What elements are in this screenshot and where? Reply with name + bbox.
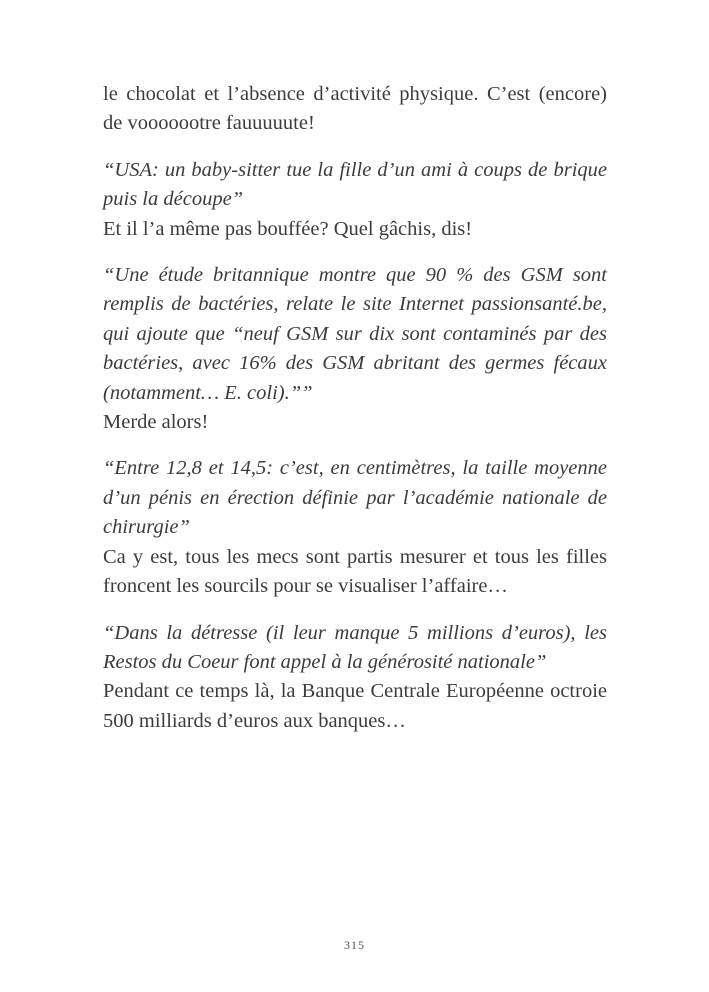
paragraph-usa-babysitter xyxy=(103,156,607,244)
paragraph-gsm-bacteria xyxy=(103,261,607,437)
quote-text: “Une étude britannique montre que 90 % des GSM sont remplis de bactéries, relate le site Internet passionsanté.be, qui ajoute que “neuf GSM sur dix sont contaminés par des bactéries, avec 16% des GSM abritant des germes fécaux (notamment… E. coli).”” xyxy=(103,264,607,404)
commentary-text: Merde alors! xyxy=(103,411,209,434)
quote-text: “USA: un baby-sitter tue la fille d’un ami à coups de brique puis la découpe” xyxy=(103,158,607,211)
quote-text: “Dans la détresse (il leur manque 5 millions d’euros), les Restos du Coeur font appel à la générosité nationale” xyxy=(103,621,607,673)
paragraph-penis-size xyxy=(103,454,607,601)
commentary-text: Ca y est, tous les mecs sont partis mesurer et tous les filles froncent les sourcils pour se visualiser l’affaire… xyxy=(103,545,607,598)
commentary-text: Et il l’a même pas bouffée? Quel gâchis, dis! xyxy=(103,217,473,240)
paragraph-restos-du-coeur xyxy=(103,619,607,737)
page-text-column xyxy=(103,80,607,753)
page-footer xyxy=(0,936,709,954)
commentary-text: Pendant ce temps là, la Banque Centrale Européenne octroie 500 milliards d’euros aux banques… xyxy=(103,680,607,732)
quote-text: “Entre 12,8 et 14,5: c’est, en centimètres, la taille moyenne d’un pénis en érection définie par l’académie nationale de chirurgie” xyxy=(103,457,607,539)
paragraph-chocolate xyxy=(103,80,607,139)
commentary-text: le chocolat et l’absence d’activité physique. C’est (encore) de vooooootre fauuuuute! xyxy=(103,83,607,135)
page-number: 315 xyxy=(344,938,365,952)
